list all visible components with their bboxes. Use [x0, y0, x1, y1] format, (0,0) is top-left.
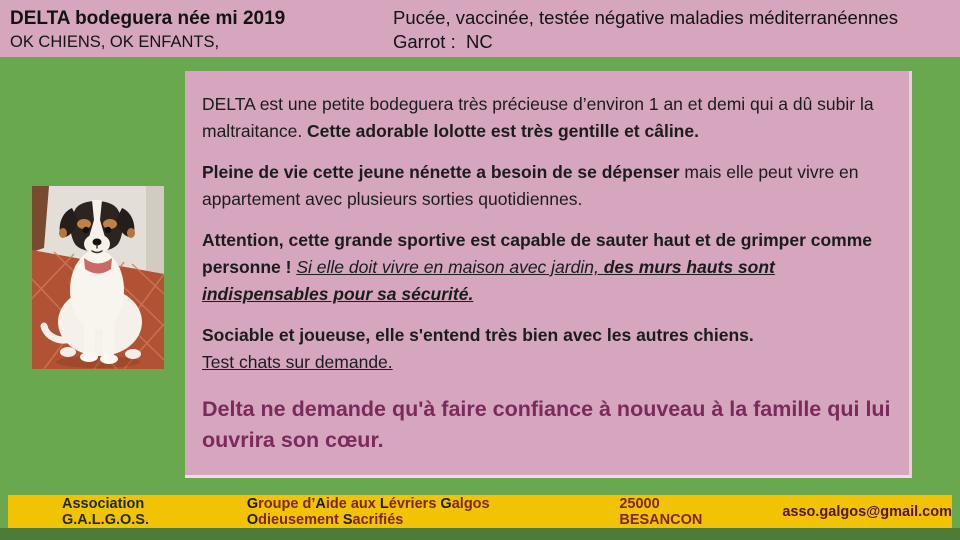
header-right-column [393, 6, 898, 54]
dog-name-title: DELTA bodeguera née mi 2019 [10, 8, 286, 29]
header-left-column [10, 6, 285, 53]
paragraph-social: Sociable et joueuse, elle s'entend très bien avec les autres chiens. Test chats sur demande. [202, 325, 754, 372]
paragraph-closing: Delta ne demande qu'à faire confiance à nouveau à la famille qui lui ouvrira son cœur. [202, 397, 891, 452]
dog-photo [32, 186, 164, 369]
withers-height-line: Garrot : NC [393, 31, 493, 52]
description-card [185, 71, 912, 478]
paragraph-intro: DELTA est une petite bodeguera très précieuse d’environ 1 an et demi qui a dû subir la maltraitance. Cette adorable lolotte est très gentille et câline. [202, 94, 874, 141]
association-email: asso.galgos@gmail.com [782, 503, 952, 520]
dog-compatibility-line: OK CHIENS, OK ENFANTS, [10, 33, 220, 51]
bottom-green-strip [0, 528, 960, 540]
association-acronym-expansion: Groupe d’Aide aux Lévriers Galgos Odieusement Sacrifiés [246, 495, 490, 528]
health-status-line: Pucée, vaccinée, testée négative maladies méditerranéennes [393, 7, 898, 28]
association-name: Association G.A.L.G.O.S. [62, 495, 150, 528]
paragraph-warning: Attention, cette grande sportive est capable de sauter haut et de grimper comme personne ! Si elle doit vivre en maison avec jardin, des murs hauts sont indispensables pour sa sécurité. [202, 230, 873, 304]
association-footer-bar [8, 495, 952, 528]
association-city: 25000 BESANCON [619, 495, 703, 528]
paragraph-energy: Pleine de vie cette jeune nénette a besoin de se dépenser mais elle peut vivre en appartement avec plusieurs sorties quotidiennes. [202, 162, 859, 209]
description-paragraphs [202, 91, 891, 456]
dog-illustration [32, 186, 164, 369]
header-bar [0, 0, 960, 57]
